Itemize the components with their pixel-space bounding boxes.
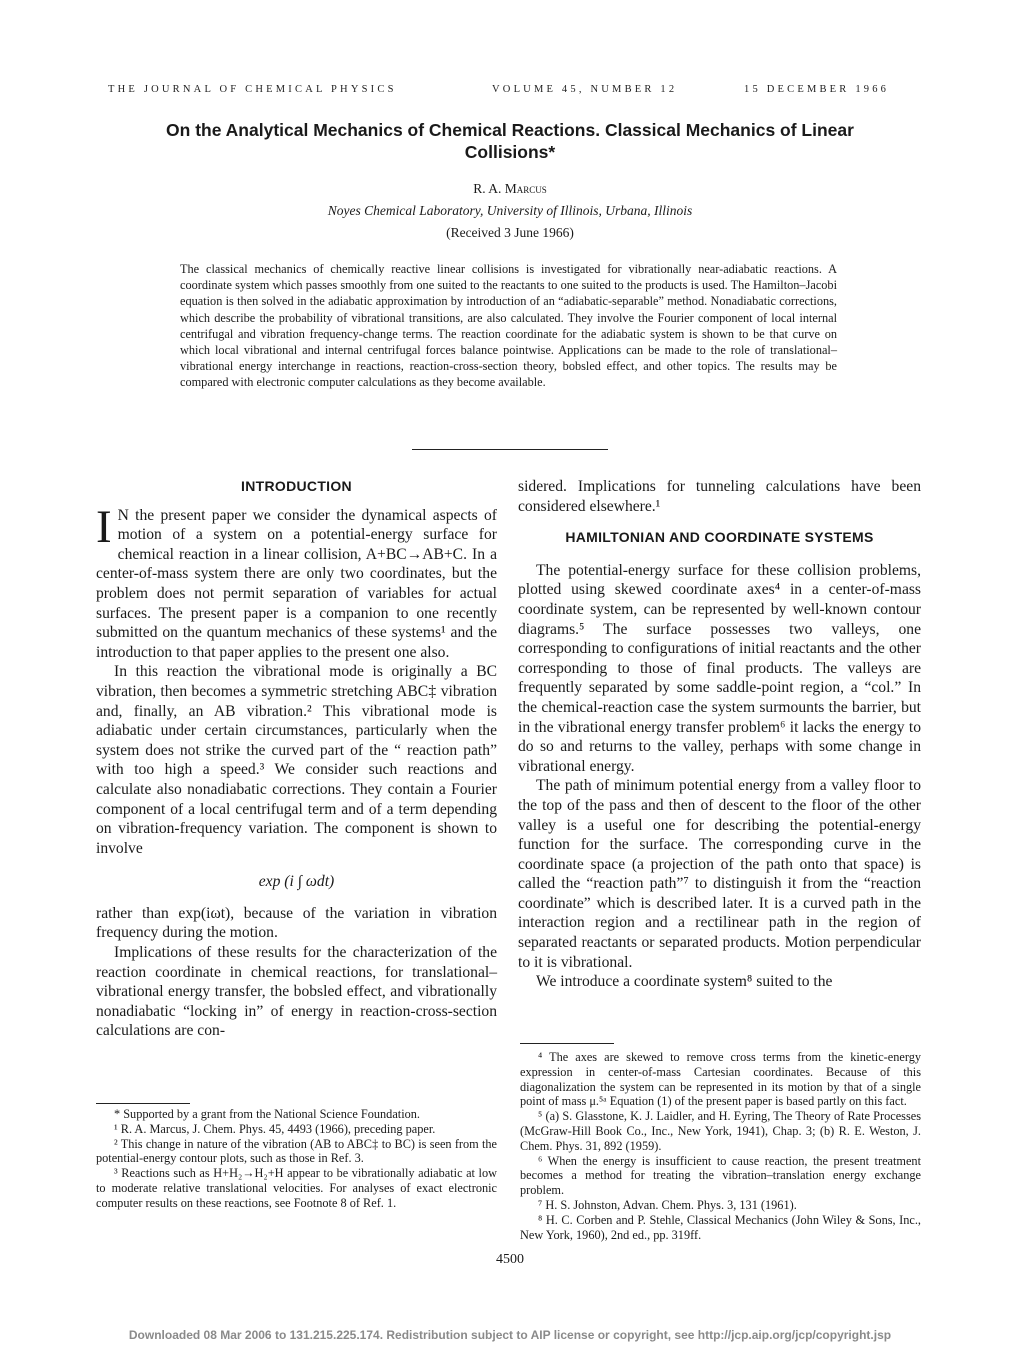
section-divider [412,449,608,450]
footnote-3: ³ Reactions such as H+H₂→H₂+H appear to be vibrationally adiabatic at low to moderate relative translational velocities. For analyses of exact electronic computer results on these reactions, see Footnote 8 of Ref. 1. [96,1166,497,1210]
received-date: (Received 3 June 1966) [446,225,574,240]
footnote-6: ⁶ When the energy is insufficient to cause reaction, the present treatment becomes a method for treating the vibration–translation energy exchange problem. [520,1153,921,1198]
footnote-4: ⁴ The axes are skewed to remove cross terms from the kinetic-energy expression in center-of-mass Cartesian coordinates. Because of this diagonalization the system can be represented in its motion by that of a single point of mass μ.⁵ᵃ Equation (1) of the present paper is based partly on this fact. [520,1050,921,1109]
intro-paragraph-1: I N the present paper we consider the dynamical aspects of motion of a system on a potential-energy surface for chemical reaction in a linear collision, A+BC→AB+C. In a center-of-mass system there are only two coordinates, but the problem does not permit separation of variables for actual surfaces. The present paper is a companion to one recently submitted on the quantum mechanics of these systems¹ and the introduction to that paper applies to the present one also. [96,500,497,661]
running-header [0,84,1020,100]
equation-exp-integral: exp (i ∫ ωdt) [258,873,335,891]
left-column [96,477,497,1041]
hamiltonian-heading: HAMILTONIAN AND COORDINATE SYSTEMS [565,529,874,546]
right-column [518,477,921,992]
introduction-heading: INTRODUCTION [241,478,352,494]
author-name: R. A. Marcus [473,181,547,196]
intro-paragraph-3: rather than exp(iωt), because of the variation in vibration frequency during the motion. [96,904,497,942]
footnote-7: ⁷ H. S. Johnston, Advan. Chem. Phys. 3, 131 (1961). [538,1197,797,1212]
abstract: The classical mechanics of chemically reactive linear collisions is investigated for vibrationally near-adiabatic reactions. A coordinate system which passes smoothly from one suited to the reactants to one suited to the products is used. The Hamilton–Jacobi equation is then solved in the adiabatic approximation by introduction of an “adiabatic-separable” method. Nonadiabatic corrections, which describe the probability of vibrational transitions, are also calculated. They involve the Fourier component of local internal centrifugal and vibration frequency-change terms. The reaction coordinate for the adiabatic system is shown to be that curve on which local vibrational and internal centrifugal forces balance pointwise. Applications can be made to the role of translational–vibrational energy interchange in reactions, reaction-cross-section theory, bobsled effect, and other topics. The results may be compared with electronic computer calculations as they become available. [180,262,837,390]
download-notice: Downloaded 08 Mar 2006 to 131.215.225.174. Redistribution subject to AIP license or copyright, see http://jcp.aip.org/jcp/copyright.jsp [128,1328,892,1342]
footnote-8: ⁸ H. C. Corben and P. Stehle, Classical Mechanics (John Wiley & Sons, Inc., New York, 1960), 2nd ed., pp. 319ff. [520,1212,921,1242]
footnote-rule-right [520,1043,614,1044]
footnote-star: * Supported by a grant from the National Science Foundation. [114,1107,420,1121]
drop-cap: I [96,500,112,553]
author-affiliation: Noyes Chemical Laboratory, University of Illinois, Urbana, Illinois [327,203,693,218]
right-paragraph-0: sidered. Implications for tunneling calculations have been considered elsewhere.¹ [518,478,921,515]
page-number: 4500 [496,1252,524,1267]
footnote-rule-left [96,1103,190,1104]
journal-name: THE JOURNAL OF CHEMICAL PHYSICS [108,84,397,95]
intro-paragraph-4: Implications of these results for the characterization of the reaction coordinate in chemical reactions, for translational–vibrational energy transfer, the bobsled effect, and vibrationally nonadiabatic “locking in” of energy in reaction-cross-section calculations are con- [96,944,497,1040]
left-footnotes [96,1107,497,1211]
issue-date: 15 DECEMBER 1966 [744,84,890,95]
volume-number: VOLUME 45, NUMBER 12 [492,84,678,95]
intro-paragraph-2: In this reaction the vibrational mode is originally a BC vibration, then becomes a symmetric stretching ABC‡ vibration and, finally, an AB vibration.² This vibrational mode is adiabatic under certain circumstances, particularly when the system does not strike the curved part of the “ reaction path” with too high a speed.³ We consider such reactions and calculate also nonadiabatic corrections. They contain a Fourier component of a local centrifugal term and of a term depending on vibration-frequency variation. The component is shown to involve [96,663,497,857]
right-footnotes [520,1050,921,1242]
right-paragraph-2: The path of minimum potential energy from a valley floor to the top of the pass and then of descent to the floor of the other valley is a useful one for describing the potential-energy function for the surface. The corresponding curve in the coordinate space (a projection of the path onto that space) is called the “reaction path”⁷ to distinguish it from the “reaction coordinate” which is described later. It is a curved path in the interaction region and a rectilinear path in the region of separated reactants or separated products. Motion perpendicular to it is vibrational. [518,777,921,971]
right-paragraph-1: The potential-energy surface for these collision problems, plotted using skewed coordinate axes⁴ in a center-of-mass coordinate system, can be represented by well-known contour diagrams.⁵ The surface possesses two valleys, one corresponding to configurations of initial reactants and the other corresponding to those of final products. The valleys are frequently separated by some saddle-point region, a “col.” In the chemical-reaction case the system surmounts the barrier, but in the vibrational energy transfer problem⁶ it lacks the energy to do so and returns to the valley, perhaps with some change in vibrational energy. [518,561,921,775]
paper-title: On the Analytical Mechanics of Chemical Reactions. Classical Mechanics of Linear Collisions* [166,120,854,162]
right-paragraph-3: We introduce a coordinate system⁸ suited to the [536,973,833,991]
footnote-2: ² This change in nature of the vibration (AB to ABC‡ to BC) is seen from the potential-energy contour plots, such as those in Ref. 3. [96,1136,497,1166]
footnote-1: ¹ R. A. Marcus, J. Chem. Phys. 45, 4493 (1966), preceding paper. [114,1121,436,1136]
footnote-5: ⁵ (a) S. Glasstone, K. J. Laidler, and H. Eyring, The Theory of Rate Processes (McGraw-Hill Book Co., Inc., New York, 1941), Chap. 3; (b) R. E. Weston, J. Chem. Phys. 31, 892 (1959). [520,1109,921,1153]
